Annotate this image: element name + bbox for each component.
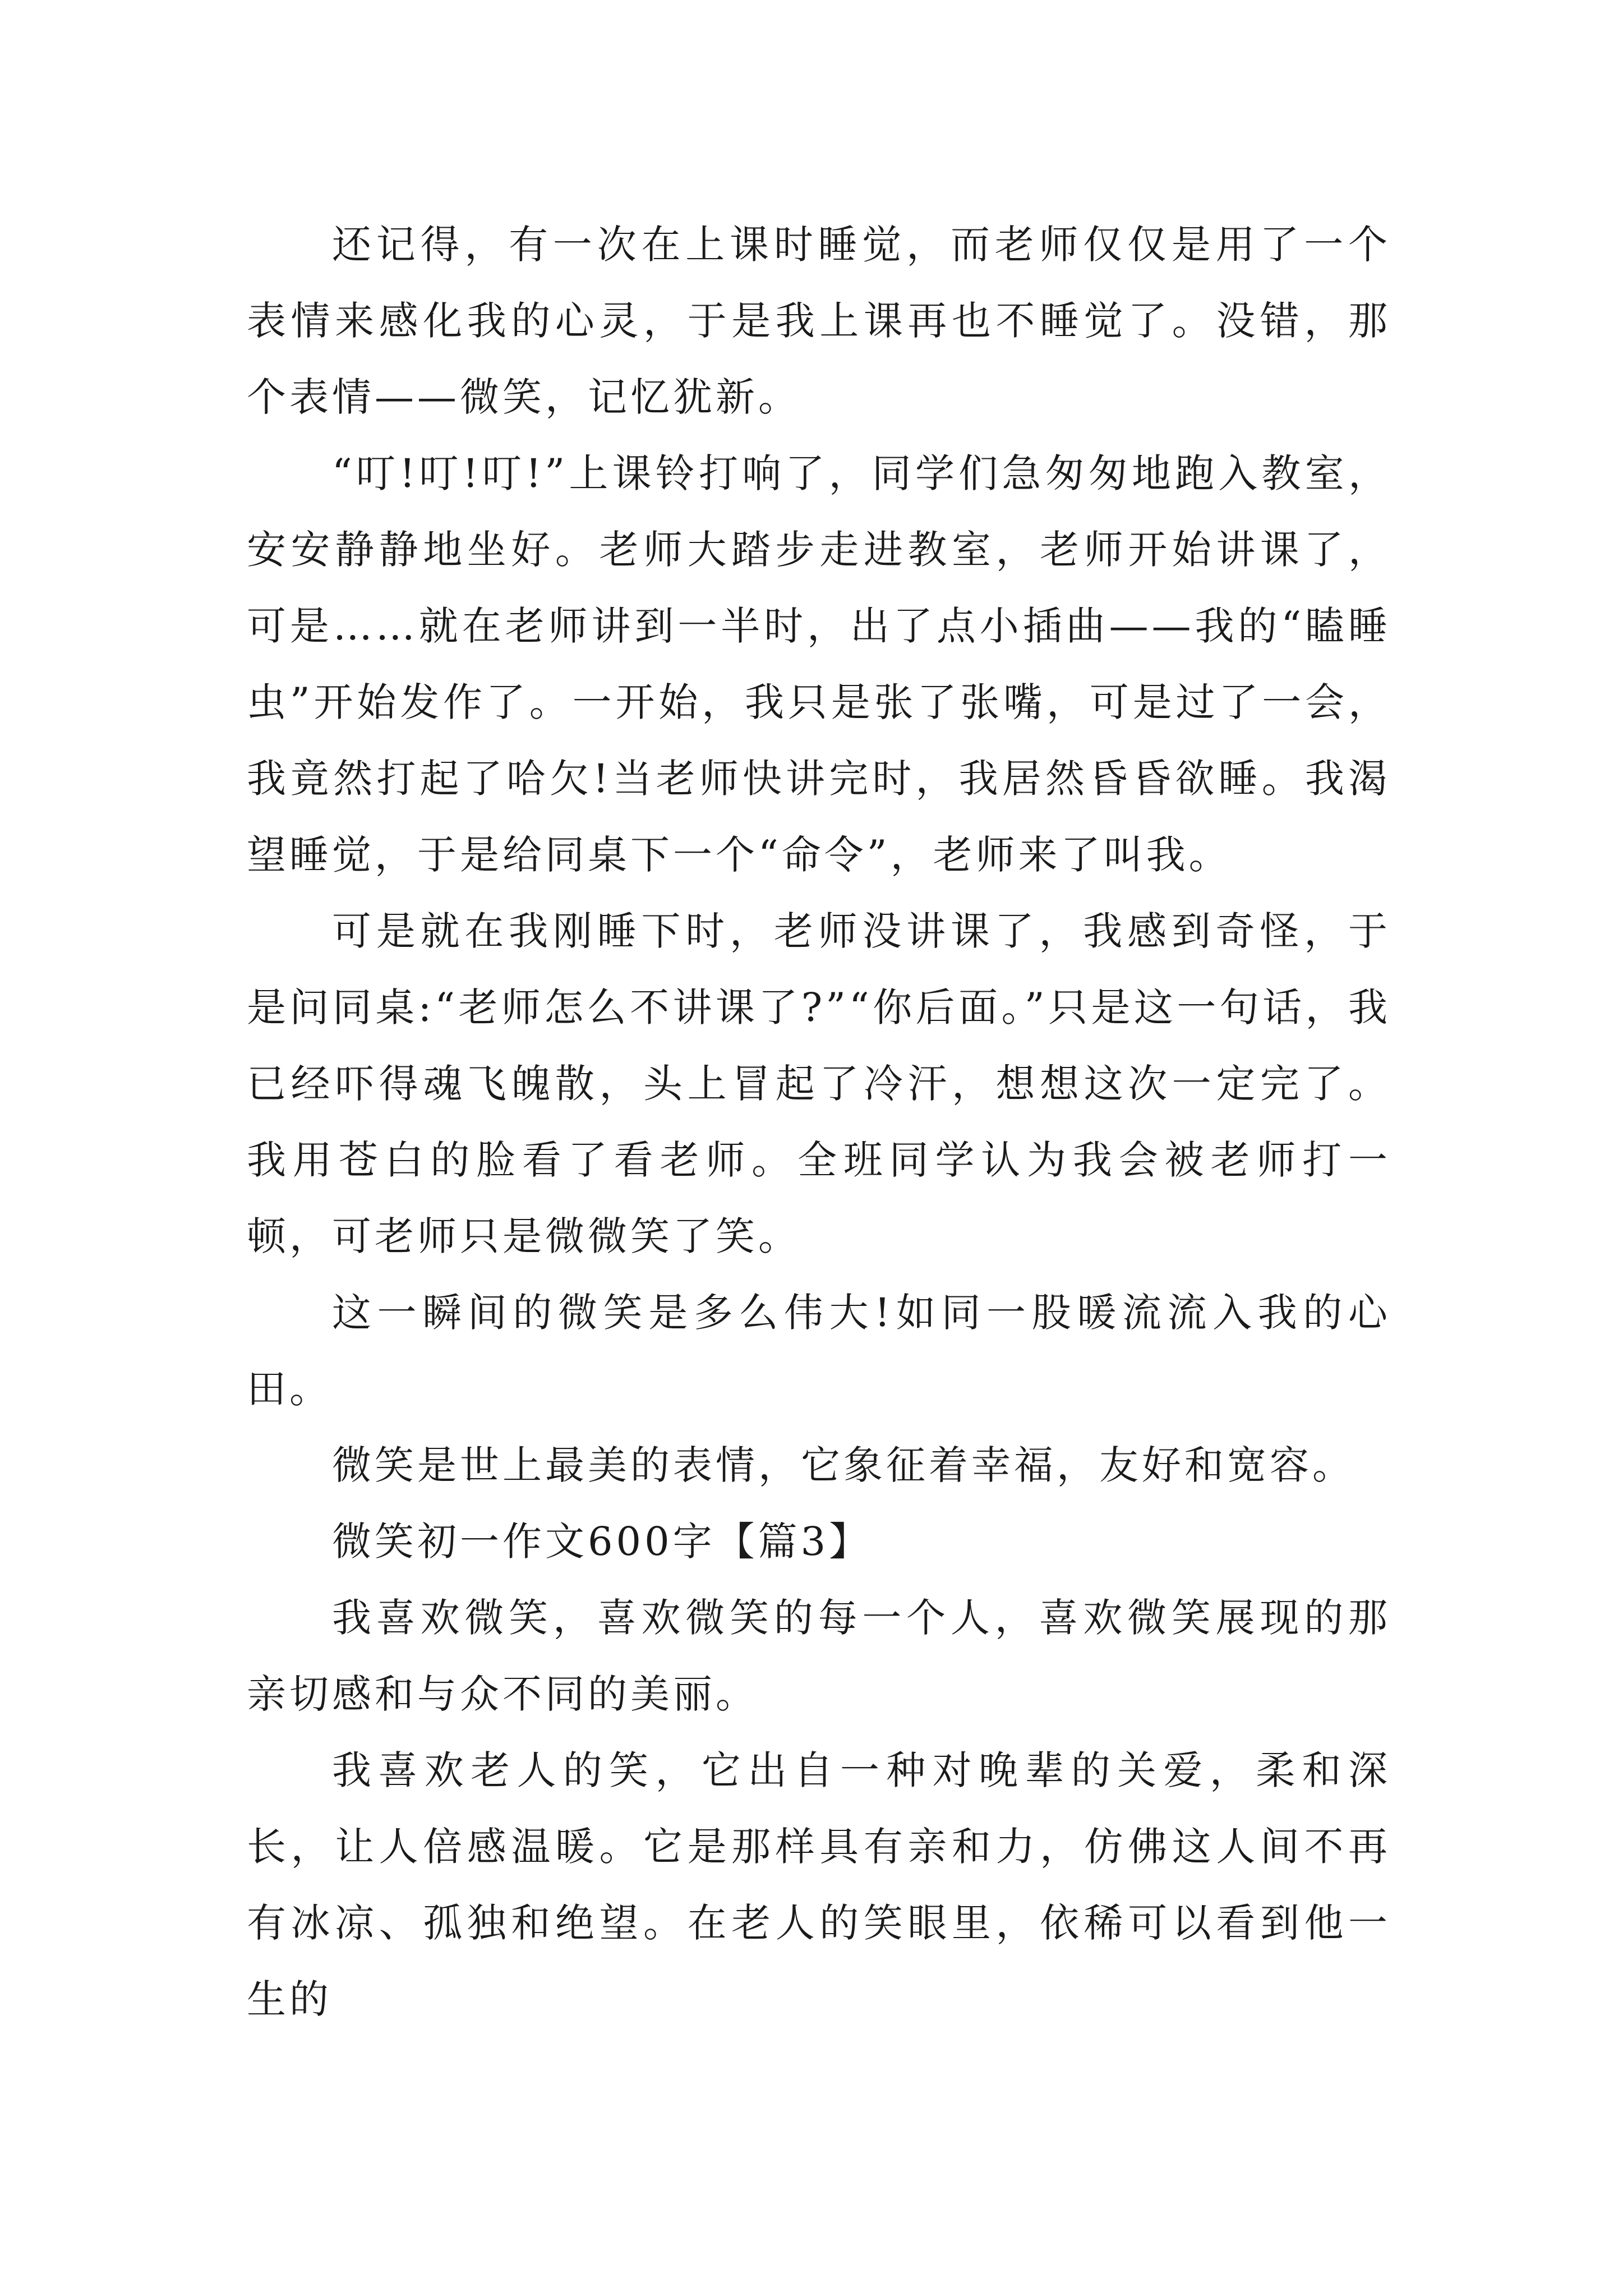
paragraph-elder-smile: 我喜欢老人的笑，它出自一种对晚辈的关爱，柔和深长，让人倍感温暖。它是那样具有亲和力，仿佛这人间不再有冰凉、孤独和绝望。在老人的笑眼里，依稀可以看到他一生的 bbox=[247, 1747, 1391, 2022]
section-heading: 微笑初一作文600字【篇3】 bbox=[332, 1519, 872, 1565]
paragraph-love-smile: 我喜欢微笑，喜欢微笑的每一个人，喜欢微笑展现的那亲切感和与众不同的美丽。 bbox=[247, 1595, 1391, 1717]
paragraph-teacher-smile: 可是就在我刚睡下时，老师没讲课了，我感到奇怪，于是问同桌:“老师怎么不讲课了?”“你后面。”只是这一句话，我已经吓得魂飞魄散，头上冒起了冷汗，想想这次一定完了。我用苍白的脸看了看老师。全班同学认为我会被老师打一顿，可老师只是微微笑了笑。 bbox=[247, 908, 1391, 1259]
paragraph-class-bell: “叮!叮!叮!”上课铃打响了，同学们急匆匆地跑入教室，安安静静地坐好。老师大踏步走进教室，老师开始讲课了，可是……就在老师讲到一半时，出了点小插曲——我的“瞌睡虫”开始发作了。一开始，我只是张了张嘴，可是过了一会，我竟然打起了哈欠!当老师快讲完时，我居然昏昏欲睡。我渴望睡觉，于是给同桌下一个“命令”，老师来了叫我。 bbox=[247, 450, 1391, 878]
document-body bbox=[247, 206, 1391, 2037]
paragraph-memory-intro: 还记得，有一次在上课时睡觉，而老师仅仅是用了一个表情来感化我的心灵，于是我上课再也不睡觉了。没错，那个表情——微笑，记忆犹新。 bbox=[247, 222, 1391, 420]
paragraph-smile-conclusion: 微笑是世上最美的表情，它象征着幸福，友好和宽容。 bbox=[332, 1442, 1355, 1488]
paragraph-warm-stream: 这一瞬间的微笑是多么伟大!如同一股暖流流入我的心田。 bbox=[247, 1290, 1391, 1412]
